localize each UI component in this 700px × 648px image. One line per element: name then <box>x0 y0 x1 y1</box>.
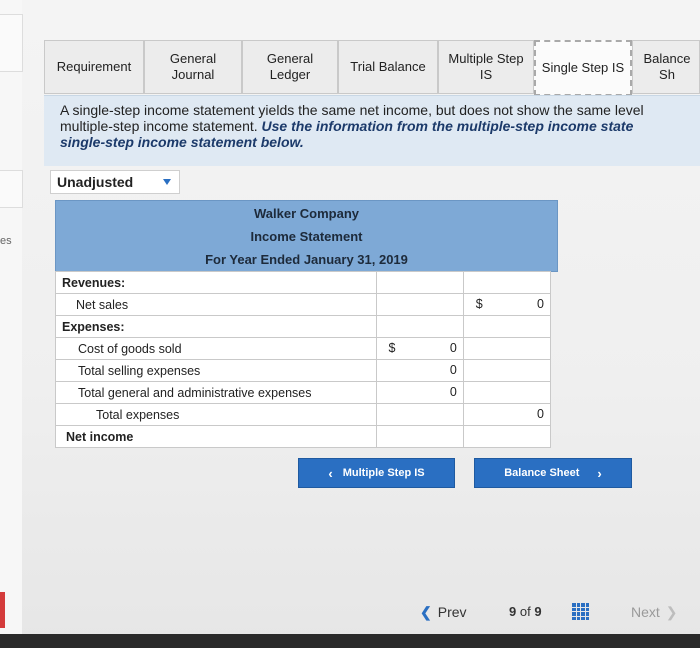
prev-page-button[interactable] <box>420 604 467 621</box>
amount-value: 0 <box>449 341 457 355</box>
tab-requirement[interactable]: Requirement <box>44 40 144 94</box>
adjustment-select-value: Unadjusted <box>57 174 134 190</box>
dropdown-caret-icon <box>163 179 171 185</box>
page-of-label: of <box>519 604 531 619</box>
amount-cell-col3[interactable] <box>463 360 550 382</box>
row-label: Cost of goods sold <box>56 338 377 360</box>
red-accent-bar <box>0 592 5 628</box>
tab-general-ledger[interactable]: General Ledger <box>242 40 338 94</box>
chevron-right-icon: › <box>597 465 602 481</box>
amount-cell-col2[interactable] <box>376 338 463 360</box>
chevron-left-icon: ‹ <box>328 465 333 481</box>
bottom-edge <box>0 634 700 648</box>
instruction-line-3-bold: single-step income statement below. <box>60 134 304 150</box>
table-row <box>56 294 551 316</box>
tab-multiple-step-is[interactable]: Multiple Step IS <box>438 40 534 94</box>
prev-section-label: Multiple Step IS <box>342 467 425 479</box>
amount-cell-col2[interactable] <box>376 294 463 316</box>
next-page-button[interactable] <box>631 604 678 621</box>
amount-value: 0 <box>537 407 544 421</box>
instruction-line-1: A single-step income statement yields the same net income, but does not show the same level <box>60 102 644 118</box>
amount-cell-col3[interactable] <box>463 294 550 316</box>
row-label: Total general and administrative expenses <box>56 382 377 404</box>
table-row <box>56 426 551 448</box>
adjustment-select[interactable] <box>50 170 180 194</box>
left-sidebar-strip <box>0 0 22 648</box>
total-pages-number: 9 <box>534 604 542 619</box>
instruction-text <box>60 102 700 150</box>
amount-cell-col3[interactable] <box>463 382 550 404</box>
prev-section-button[interactable] <box>298 458 455 488</box>
side-card <box>0 170 23 208</box>
dollar-sign: $ <box>388 341 396 355</box>
table-row <box>56 404 551 426</box>
side-card <box>0 14 23 72</box>
prev-page-label: Prev <box>437 604 467 620</box>
row-label: Expenses: <box>56 316 377 338</box>
amount-cell-col2[interactable] <box>376 316 463 338</box>
next-section-label: Balance Sheet <box>504 467 580 479</box>
amount-cell-col2[interactable] <box>376 382 463 404</box>
table-row <box>56 272 551 294</box>
page-indicator <box>509 604 542 619</box>
dollar-sign: $ <box>475 297 483 311</box>
row-label: Total selling expenses <box>56 360 377 382</box>
side-fragment-text: es <box>0 235 12 247</box>
row-label: Net sales <box>56 294 377 316</box>
amount-cell-col2[interactable] <box>376 360 463 382</box>
statement-title: Income Statement <box>250 229 363 244</box>
table-row <box>56 360 551 382</box>
row-label: Revenues: <box>56 272 377 294</box>
amount-value: 0 <box>537 297 544 311</box>
table-row <box>56 338 551 360</box>
statement-header-block <box>55 200 558 272</box>
amount-cell-col2[interactable] <box>376 272 463 294</box>
amount-value: 0 <box>449 363 457 377</box>
income-statement-header <box>55 200 558 272</box>
current-page-number: 9 <box>509 604 517 619</box>
tab-balance-sheet[interactable]: Balance Sh <box>632 40 700 94</box>
tab-single-step-is[interactable]: Single Step IS <box>534 40 632 96</box>
instruction-line-2-plain: multiple-step income statement. <box>60 118 262 134</box>
tab-trial-balance[interactable]: Trial Balance <box>338 40 438 94</box>
statement-period: For Year Ended January 31, 2019 <box>205 252 408 267</box>
amount-cell-col3[interactable] <box>463 316 550 338</box>
amount-cell-col3[interactable] <box>463 426 550 448</box>
company-name: Walker Company <box>254 206 359 221</box>
chevron-right-icon: ❯ <box>665 604 678 620</box>
next-section-button[interactable] <box>474 458 632 488</box>
amount-value: 0 <box>449 385 457 399</box>
amount-cell-col2[interactable] <box>376 404 463 426</box>
tab-general-journal[interactable]: General Journal <box>144 40 242 94</box>
instruction-line-2 <box>60 118 700 134</box>
next-page-label: Next <box>631 604 660 620</box>
amount-cell-col2[interactable] <box>376 426 463 448</box>
income-statement-table <box>55 271 551 448</box>
chevron-left-icon: ❮ <box>420 604 432 620</box>
row-label: Net income <box>56 426 377 448</box>
instruction-line-2-bold: Use the information from the multiple-step income state <box>261 118 634 134</box>
row-label: Total expenses <box>56 404 377 426</box>
table-row <box>56 382 551 404</box>
table-row <box>56 316 551 338</box>
grid-icon[interactable] <box>572 603 589 620</box>
instruction-line-3 <box>60 134 700 150</box>
amount-cell-col3[interactable] <box>463 338 550 360</box>
amount-cell-col3[interactable] <box>463 404 550 426</box>
amount-cell-col3[interactable] <box>463 272 550 294</box>
